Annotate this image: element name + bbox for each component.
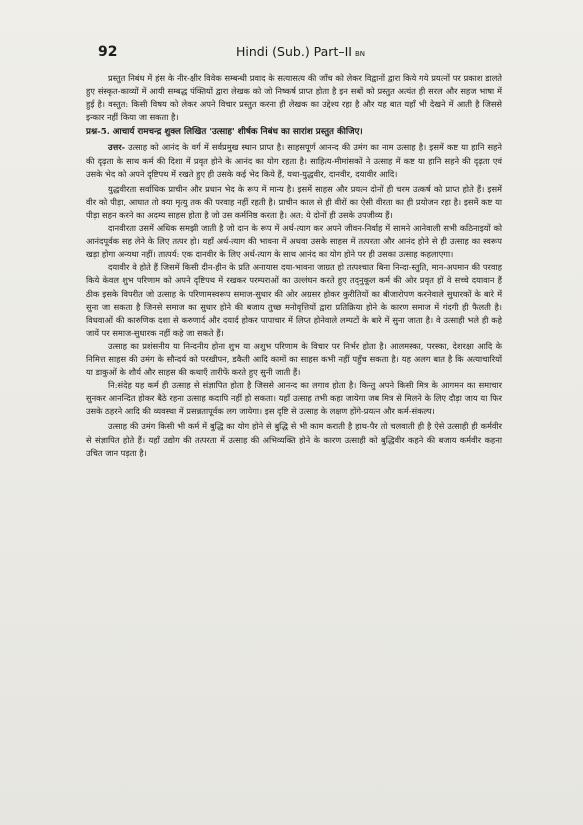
question-heading: प्रश्न-5. आचार्य रामचन्द्र शुक्ल लिखित 'उत्साह' शीर्षक निबंध का सारांश प्रस्तुत कीजिए। [86, 127, 363, 138]
running-head [236, 44, 365, 59]
running-title: Hindi (Sub.) Part–II [236, 44, 352, 59]
paragraph-yuddhaveerta: युद्धवीरता सर्वाधिक प्राचीन और प्रधान भेद के रूप में मान्य है। इसमें साहस और प्रयत्न दोनों ही चरम उत्कर्ष को प्राप्त होते हैं। इसमें वीर को पीड़ा, आघात तो क्या मृत्यु तक की परवाह नहीं रहती है। प्राचीन काल से ही वीरों का ऐसी वीरता का ही प्रयोजन रहा है। इसमें कष्ट या पीड़ा सहन करने का अदम्य साहस होता है जो उस कर्मनिष्ठ करता है। अत: ये दोनों ही उसके उपजीव्य हैं। [86, 183, 502, 220]
paragraph-nissandeh: नि:संदेह यह कर्म ही उत्साह से संज्ञापित होता है जिससे आनन्द का लगाव होता है। किन्तु अपने किसी मित्र के आगमन का समाचार सुनकर आनन्दित होकर बैठे रहना उत्साह कदापि नहीं हो सकता। यहाँ उत्साह तभी कहा जायेगा जब मित्र से मिलने के लिए दौड़ा जाय या फिर उसके ठहरने आदि की व्यवस्था में प्रसन्नतापूर्वक लग जायेगा। इस दृष्टि से उत्साह के लक्षण होंगे-प्रयत्न और कर्म-संकल्प। [86, 380, 502, 417]
paragraph-dayaveer: दयावीर वे होते हैं जिसमें किसी दीन-हीन के प्रति अनायास दया-भावना जाग्रत हो तत्पश्चात बिना निन्दा-स्तुति, मान-अपमान की परवाह किये केवल शुभ परिणाम को अपने दृष्टिपथ में रखकर परम्पराओं का उल्लंघन करते हुए तद्नुकूल कर्म की ओर प्रवृत हों वे सच्चे दयावान हैं ठीक इसके विपरीत जो उत्साह के परिणामस्वरूप समाज-सुधार की ओर अग्रसर होकर कुरीतियों का बीजारोपण करनेवाले सुधारकों के बारे में सुना जा सकता है जिनसे समाज का सुधार होने की बजाय तुच्छ मनोवृत्तियों द्वारा प्रतिक्रिया होने के कारण समाज में गंदगी ही फैलती है। विधवाओं की कारुणिक दशा से करुणार्द और दयार्द होकर पापाचार में लिप्त होनेवाले लम्पटों के बारे में सुना जाता है। वे उत्साही भले ही कहे जायें पर समाज-सुधारक नहीं कहे जा सकते हैं। [86, 262, 502, 338]
answer-intro-text: उत्साह को आनंद के वर्ग में सर्वप्रमुख स्थान प्राप्त है। साहसपूर्ण आनन्द की उमंग का नाम उत्साह है। इसमें कष्ट या हानि सहने की दृढ़ता के साथ कर्म की दिशा में प्रवृत होने के आनंद का योग रहता है। साहित्य-मीमांसकों ने उत्साह में कष्ट या हानि सहने की दृढ़ता एवं उसके भेद को अपने दृष्टिपथ में रखते हुए ही उसके कई भेद किये हैं, यथा-युद्धवीर, दानवीर, दयावीर आदि। [86, 142, 502, 179]
page-body [86, 72, 502, 460]
paragraph-karmaveer: उत्साह की उमंग किसी भी कर्म में बुद्धि का योग होने से बुद्धि से भी काम कराती है हाथ-पैर तो चलवाती ही है ऐसे उत्साही ही कर्मवीर से संज्ञापित होते हैं। यहाँ उद्योग की तत्परता में उत्साह की अभिव्यक्ति होने के कारण उत्साही को बुद्धिवीर कहने की बजाय कर्मवीर कहना उचित जान पड़ता है। [86, 421, 502, 458]
page-number: 92 [98, 44, 118, 60]
paragraph-intro-summary: प्रस्तुत निबंध में हंस के नीर-क्षीर विवेक सम्बन्धी प्रवाद के सत्यासत्य की जाँच को लेकर विद्वानों द्वारा किये गये प्रयत्नों पर प्रकाश डालते हुए संस्कृत-काव्यों में आयी सम्बद्ध पंक्तियों द्वारा लेखक को जो निष्कर्ष प्राप्त होता है इन सबों को प्रस्तुत अत्यंत ही सरल और सहज भाषा में हुई है। वस्तुत: किसी विषय को लेकर अपने विचार प्रस्तुत करना ही लेखक का उद्देश्य रहा है और यह बात यहाँ भी देखने में आती है जिससे इन्कार नहीं किया जा सकता है। [86, 73, 502, 123]
answer-label: उत्तर- [108, 142, 126, 153]
paragraph-answer-intro [86, 141, 502, 180]
page-header [0, 44, 583, 66]
running-tag: BN [354, 50, 366, 58]
paragraph-praise-blame: उत्साह का प्रशंसनीय या निन्दनीय होना शुभ या अशुभ परिणाम के विचार पर निर्भर होता है। आलमस्का, परस्का, देशरक्षा आदि के निमित्त साहस की उमंग के सौन्दर्य को परखीपन, डकैती आदि कामों का साहस कभी नहीं पहुँच सकता है। यह अलग बात है कि अत्याचारियों या डाकुओं के शौर्य और साहस की कथाएँ तारीफें करते हुए सुनी जाती हैं। [86, 340, 502, 378]
paragraph-daanveerta: दानवीरता उसमें अधिक समझी जाती है जो दान के रूप में अर्थ-त्याग कर अपने जीवन-निर्वाह में सामने आनेवाली सभी कठिनाइयों को आनंदपूर्वक सह लेने के लिए तत्पर हो। यहाँ अर्थ-त्याग की भावना में अथवा उसके साहस में तत्परता और आनंद होने से ही उत्साह का स्वरूप खड़ा होगा अन्यथा नहीं। तात्पर्य: एक दानवीर के लिए अर्थ-त्याग के साथ आनंद का योग होने पर ही उसका उत्साह कहलाएगा। [86, 223, 502, 260]
